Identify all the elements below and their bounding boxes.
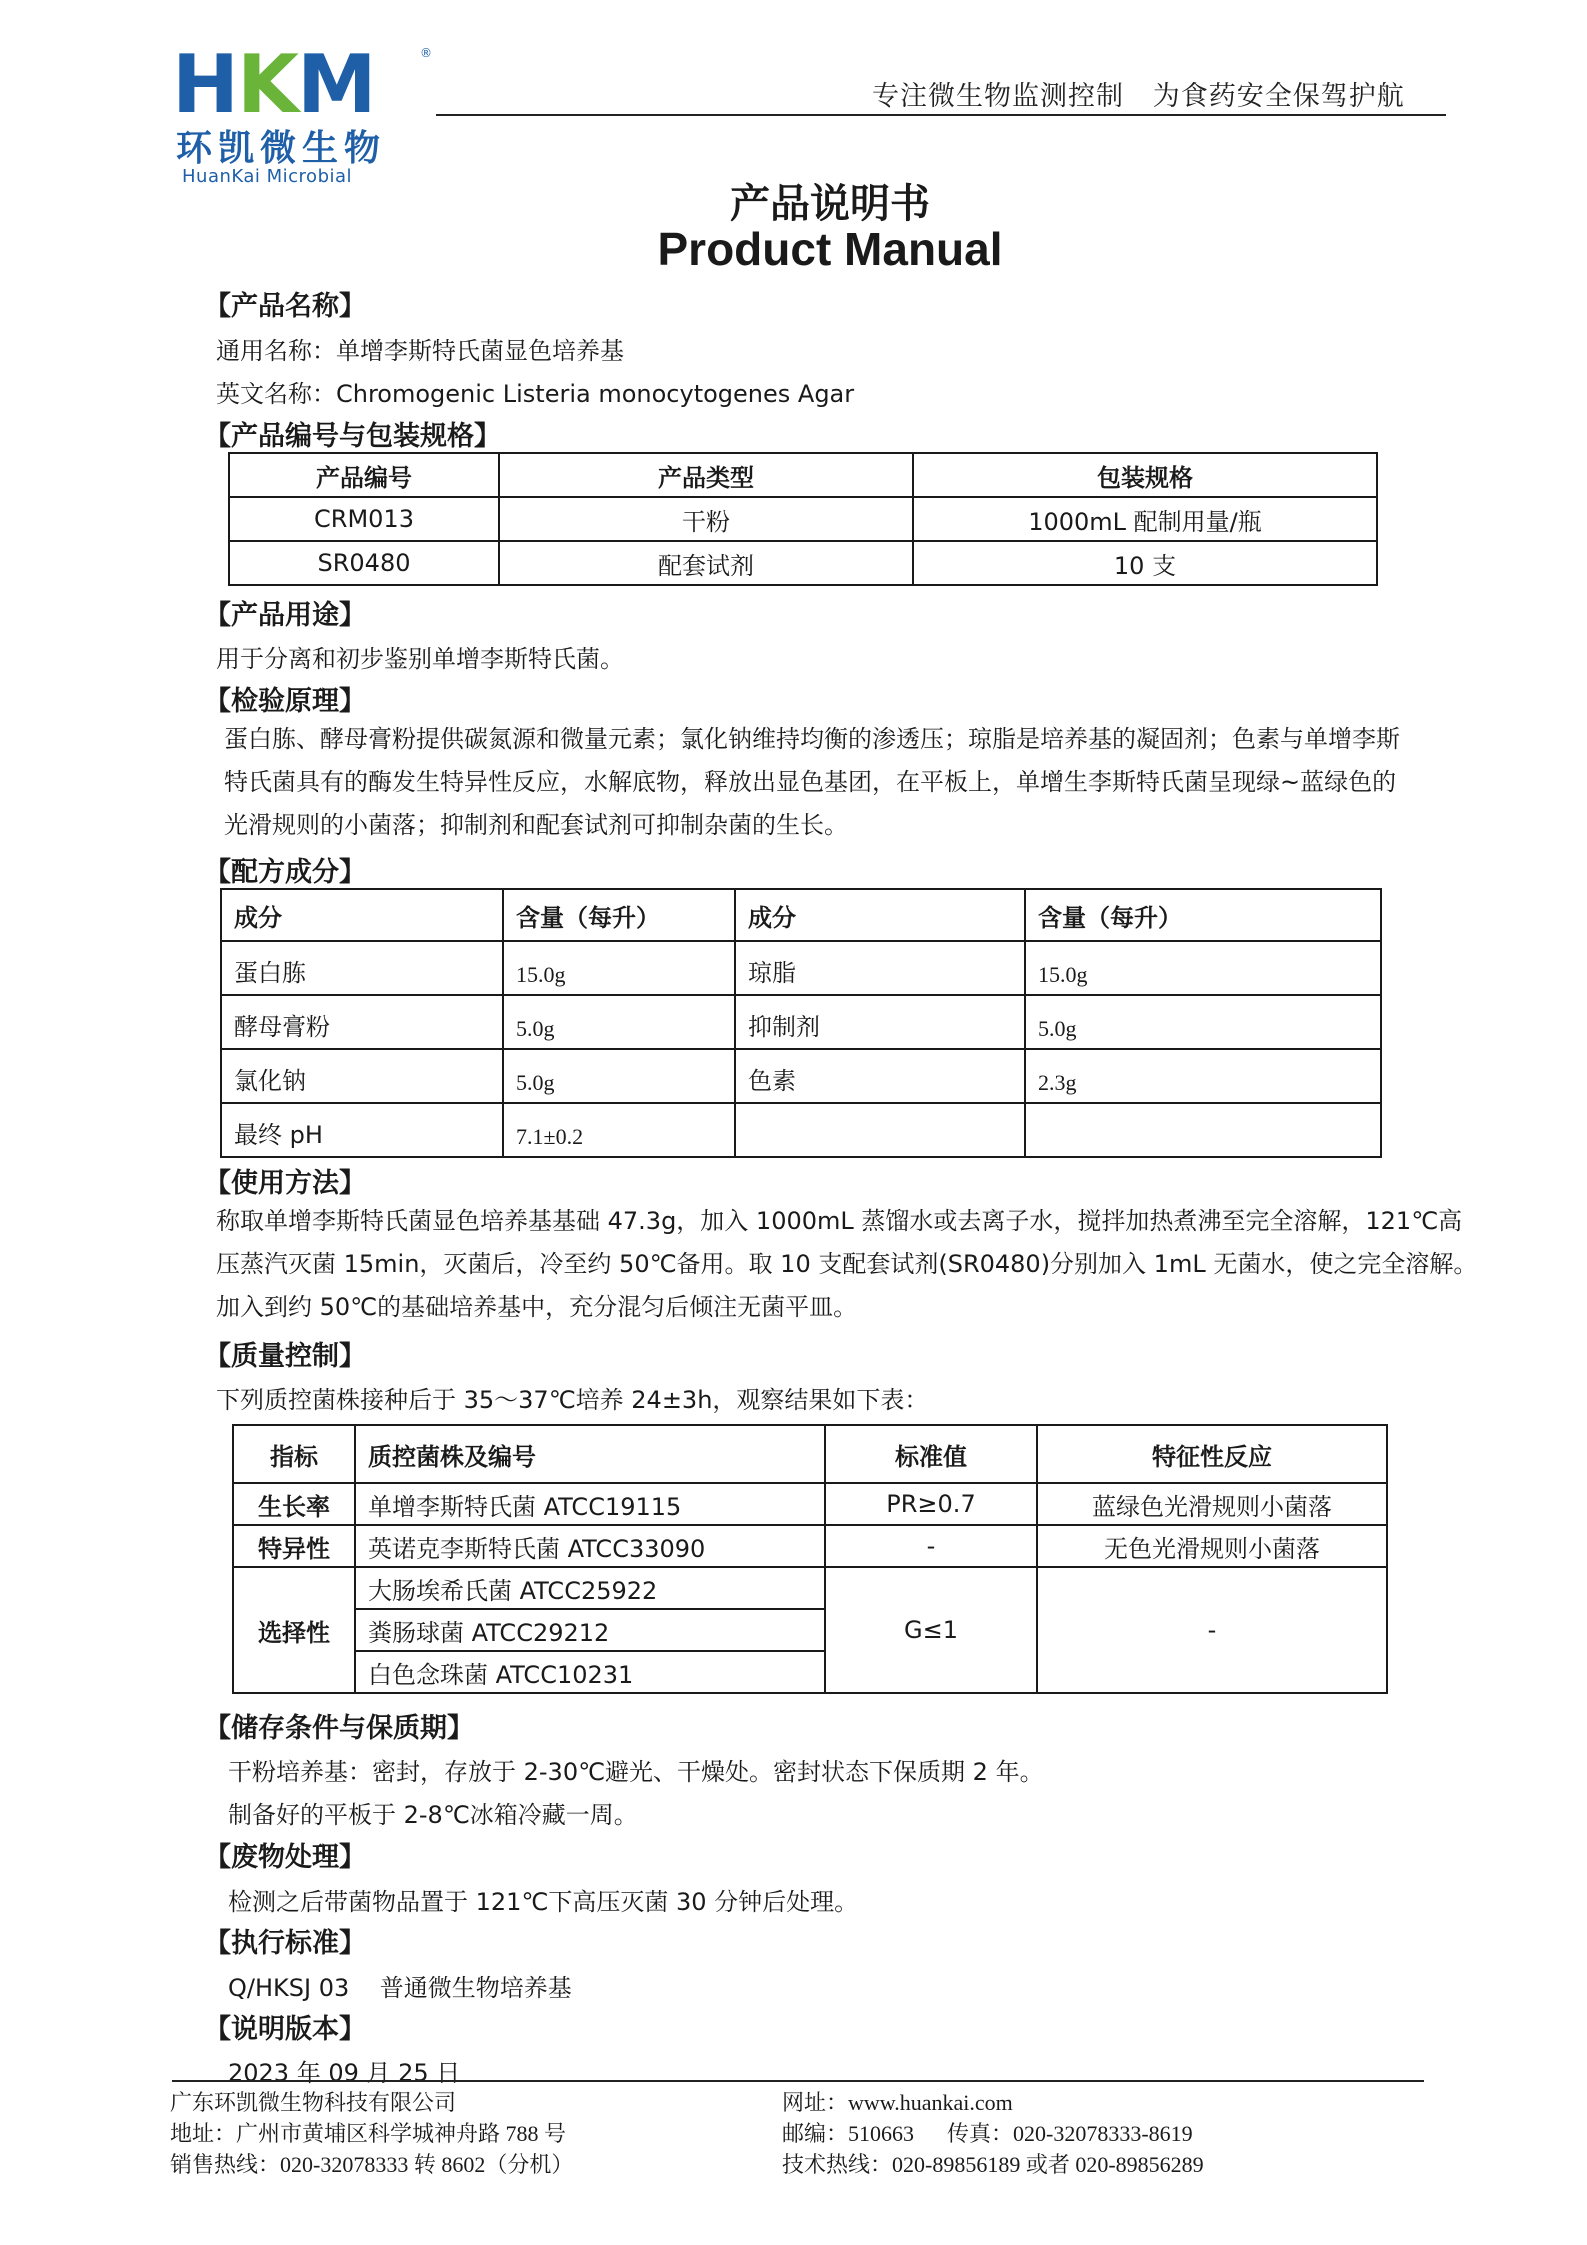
table-row [229, 497, 1377, 541]
qc-strain: 英诺克李斯特氏菌 ATCC33090 [355, 1525, 825, 1567]
table-cell: 1000mL 配制用量/瓶 [913, 497, 1377, 541]
table-cell: 2.3g [1025, 1049, 1381, 1103]
table-cell: 5.0g [1025, 995, 1381, 1049]
qc-standard: PR≥0.7 [825, 1483, 1037, 1525]
qc-strain: 白色念珠菌 ATCC10231 [355, 1651, 825, 1693]
title-english: Product Manual [657, 223, 1003, 275]
formula-table [220, 888, 1382, 1158]
heading-product-use: 【产品用途】 [204, 600, 366, 631]
heading-version: 【说明版本】 [204, 2014, 366, 2045]
col-header: 含量（每升） [503, 889, 735, 941]
table-cell [735, 1103, 1025, 1157]
col-header: 成分 [221, 889, 503, 941]
registered-mark: ® [420, 46, 432, 60]
table-cell: 酵母膏粉 [221, 995, 503, 1049]
qc-strain: 单增李斯特氏菌 ATCC19115 [355, 1483, 825, 1525]
logo-letter-h: H [172, 38, 237, 131]
storage-line: 制备好的平板于 2-8℃冰箱冷藏一周。 [228, 1801, 638, 1829]
table-cell: 15.0g [503, 941, 735, 995]
principle-line: 特氏菌具有的酶发生特异性反应，水解底物，释放出显色基团，在平板上，单增生李斯特氏菌呈现绿~蓝绿色的 [224, 768, 1397, 796]
table-cell: 7.1±0.2 [503, 1103, 735, 1157]
qc-reaction: - [1037, 1567, 1387, 1693]
qc-standard: - [825, 1525, 1037, 1567]
heading-method: 【使用方法】 [204, 1168, 366, 1199]
table-cell: SR0480 [229, 541, 499, 585]
package-table [228, 452, 1378, 586]
english-name: 英文名称：Chromogenic Listeria monocytogenes Agar [216, 380, 855, 408]
storage-line: 干粉培养基：密封，存放于 2-30℃避光、干燥处。密封状态下保质期 2 年。 [228, 1758, 1044, 1786]
col-header: 指标 [233, 1425, 355, 1483]
table-cell: 蛋白胨 [221, 941, 503, 995]
footer-tech-hotline: 技术热线：020-89856189 或者 020-89856289 [782, 2152, 1204, 2177]
header-divider [436, 114, 1446, 116]
heading-waste: 【废物处理】 [204, 1842, 366, 1873]
qc-strain: 粪肠球菌 ATCC29212 [355, 1609, 825, 1651]
table-row [221, 995, 1381, 1049]
qc-reaction: 蓝绿色光滑规则小菌落 [1037, 1483, 1387, 1525]
col-header: 产品类型 [499, 453, 913, 497]
company-logo [172, 38, 432, 187]
table-row [221, 941, 1381, 995]
method-text [216, 1200, 1486, 1329]
table-cell: CRM013 [229, 497, 499, 541]
table-cell: 色素 [735, 1049, 1025, 1103]
col-header: 成分 [735, 889, 1025, 941]
footer-company: 广东环凯微生物科技有限公司 [170, 2090, 457, 2115]
footer-website: 网址：www.huankai.com [782, 2090, 1013, 2115]
table-header-row [221, 889, 1381, 941]
method-line: 称取单增李斯特氏菌显色培养基基础 47.3g，加入 1000mL 蒸馏水或去离子水，搅拌加热煮沸至完全溶解，121℃高 [216, 1207, 1463, 1235]
method-line: 加入到约 50℃的基础培养基中，充分混匀后倾注无菌平皿。 [216, 1293, 858, 1321]
method-line: 压蒸汽灭菌 15min，灭菌后，冷至约 50℃备用。取 10 支配套试剂(SR0480)分别加入 1mL 无菌水，使之完全溶解。 [216, 1250, 1478, 1278]
title-chinese: 产品说明书 [730, 181, 930, 227]
header-slogan: 专注微生物监测控制 为食药安全保驾护航 [872, 81, 1405, 112]
qc-label-specificity: 特异性 [233, 1525, 355, 1567]
col-header: 质控菌株及编号 [355, 1425, 825, 1483]
qc-reaction: 无色光滑规则小菌落 [1037, 1525, 1387, 1567]
heading-code-package: 【产品编号与包装规格】 [204, 421, 501, 452]
standard-text: Q/HKSJ 03 普通微生物培养基 [228, 1974, 572, 2002]
heading-quality-control: 【质量控制】 [204, 1341, 366, 1372]
logo-letter-k: K [236, 38, 297, 131]
heading-principle: 【检验原理】 [204, 686, 366, 717]
table-cell [1025, 1103, 1381, 1157]
qc-label-growth: 生长率 [233, 1483, 355, 1525]
table-cell: 配套试剂 [499, 541, 913, 585]
table-row [233, 1525, 1387, 1567]
principle-text [224, 718, 1474, 847]
table-row [233, 1567, 1387, 1609]
logo-letter-m: M [296, 38, 375, 131]
table-cell: 抑制剂 [735, 995, 1025, 1049]
table-row [221, 1103, 1381, 1157]
table-header-row [229, 453, 1377, 497]
footer-divider [172, 2080, 1424, 2082]
footer-postcode-fax: 邮编：510663 传真：020-32078333-8619 [782, 2121, 1193, 2146]
heading-storage: 【储存条件与保质期】 [204, 1713, 474, 1744]
col-header: 特征性反应 [1037, 1425, 1387, 1483]
table-cell: 最终 pH [221, 1103, 503, 1157]
principle-line: 蛋白胨、酵母膏粉提供碳氮源和微量元素；氯化钠维持均衡的渗透压；琼脂是培养基的凝固剂；色素与单增李斯 [224, 725, 1400, 753]
qc-strain: 大肠埃希氏菌 ATCC25922 [355, 1567, 825, 1609]
table-cell: 5.0g [503, 1049, 735, 1103]
version-date: 2023 年 09 月 25 日 [228, 2059, 461, 2087]
footer-sales-hotline: 销售热线：020-32078333 转 8602（分机） [170, 2152, 574, 2177]
logo-wordmark [172, 40, 375, 130]
col-header: 含量（每升） [1025, 889, 1381, 941]
heading-product-name: 【产品名称】 [204, 291, 366, 322]
table-cell: 15.0g [1025, 941, 1381, 995]
logo-english-name: HuanKai Microbial [182, 166, 353, 187]
heading-standard: 【执行标准】 [204, 1928, 366, 1959]
heading-formula: 【配方成分】 [204, 857, 366, 888]
product-use-text: 用于分离和初步鉴别单增李斯特氏菌。 [216, 645, 624, 673]
qc-standard: G≤1 [825, 1567, 1037, 1693]
logo-chinese-name: 环凯微生物 [176, 128, 387, 169]
table-cell: 5.0g [503, 995, 735, 1049]
qc-intro: 下列质控菌株接种后于 35～37℃培养 24±3h，观察结果如下表： [216, 1386, 929, 1414]
qc-label-selectivity: 选择性 [233, 1567, 355, 1693]
table-cell: 干粉 [499, 497, 913, 541]
col-header: 产品编号 [229, 453, 499, 497]
col-header: 标准值 [825, 1425, 1037, 1483]
table-row [233, 1483, 1387, 1525]
table-cell: 琼脂 [735, 941, 1025, 995]
table-cell: 10 支 [913, 541, 1377, 585]
table-row [229, 541, 1377, 585]
table-cell: 氯化钠 [221, 1049, 503, 1103]
col-header: 包装规格 [913, 453, 1377, 497]
table-row [221, 1049, 1381, 1103]
qc-table [232, 1424, 1388, 1694]
table-header-row [233, 1425, 1387, 1483]
footer-address: 地址：广州市黄埔区科学城神舟路 788 号 [170, 2121, 567, 2146]
principle-line: 光滑规则的小菌落；抑制剂和配套试剂可抑制杂菌的生长。 [224, 811, 848, 839]
waste-text: 检测之后带菌物品置于 121℃下高压灭菌 30 分钟后处理。 [228, 1888, 859, 1916]
common-name: 通用名称：单增李斯特氏菌显色培养基 [216, 337, 624, 365]
